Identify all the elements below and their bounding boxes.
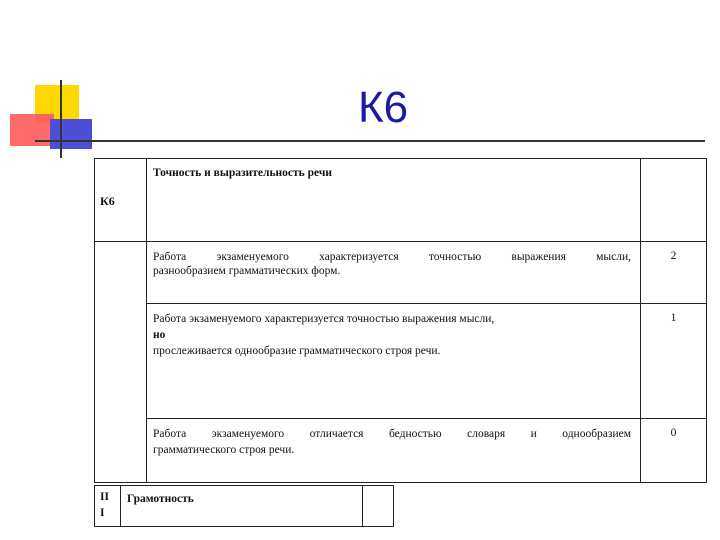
criterion-1-score: 2 [670,250,677,262]
table-header-score-cell [640,158,707,242]
decor-blue-square [50,119,92,149]
table-header-text: Точность и выразительность речи [153,167,332,179]
row-code-label: К6 [100,194,115,208]
bottom-code-line2: I [100,507,105,519]
criterion-3-line1: Работа экзаменуемого отличается бедностью словаря и однообразием [153,428,631,440]
slide-title: К6 [358,83,409,132]
bottom-score-cell [362,485,394,527]
criterion-2-line1: Работа экзаменуемого характеризуется точностью выражения мысли, [153,313,495,325]
criterion-3-score: 0 [670,427,677,439]
criterion-2-line2: но [153,329,166,341]
criterion-2-score: 1 [670,312,677,324]
criterion-3-line2: грамматического строя речи. [153,444,295,456]
bottom-code-line1: II [100,491,109,503]
title-underline [35,140,705,142]
bottom-title-text: Грамотность [127,493,194,505]
table-code-column-cell [94,241,147,483]
decor-vertical-line [60,80,62,158]
criterion-2-line3: прослеживается однообразие грамматического строя речи. [153,345,441,357]
criterion-1-line1: Работа экзаменуемого характеризуется точностью выражения мысли, [153,251,631,263]
criterion-1-line2: разнообразием грамматических форм. [153,265,341,277]
